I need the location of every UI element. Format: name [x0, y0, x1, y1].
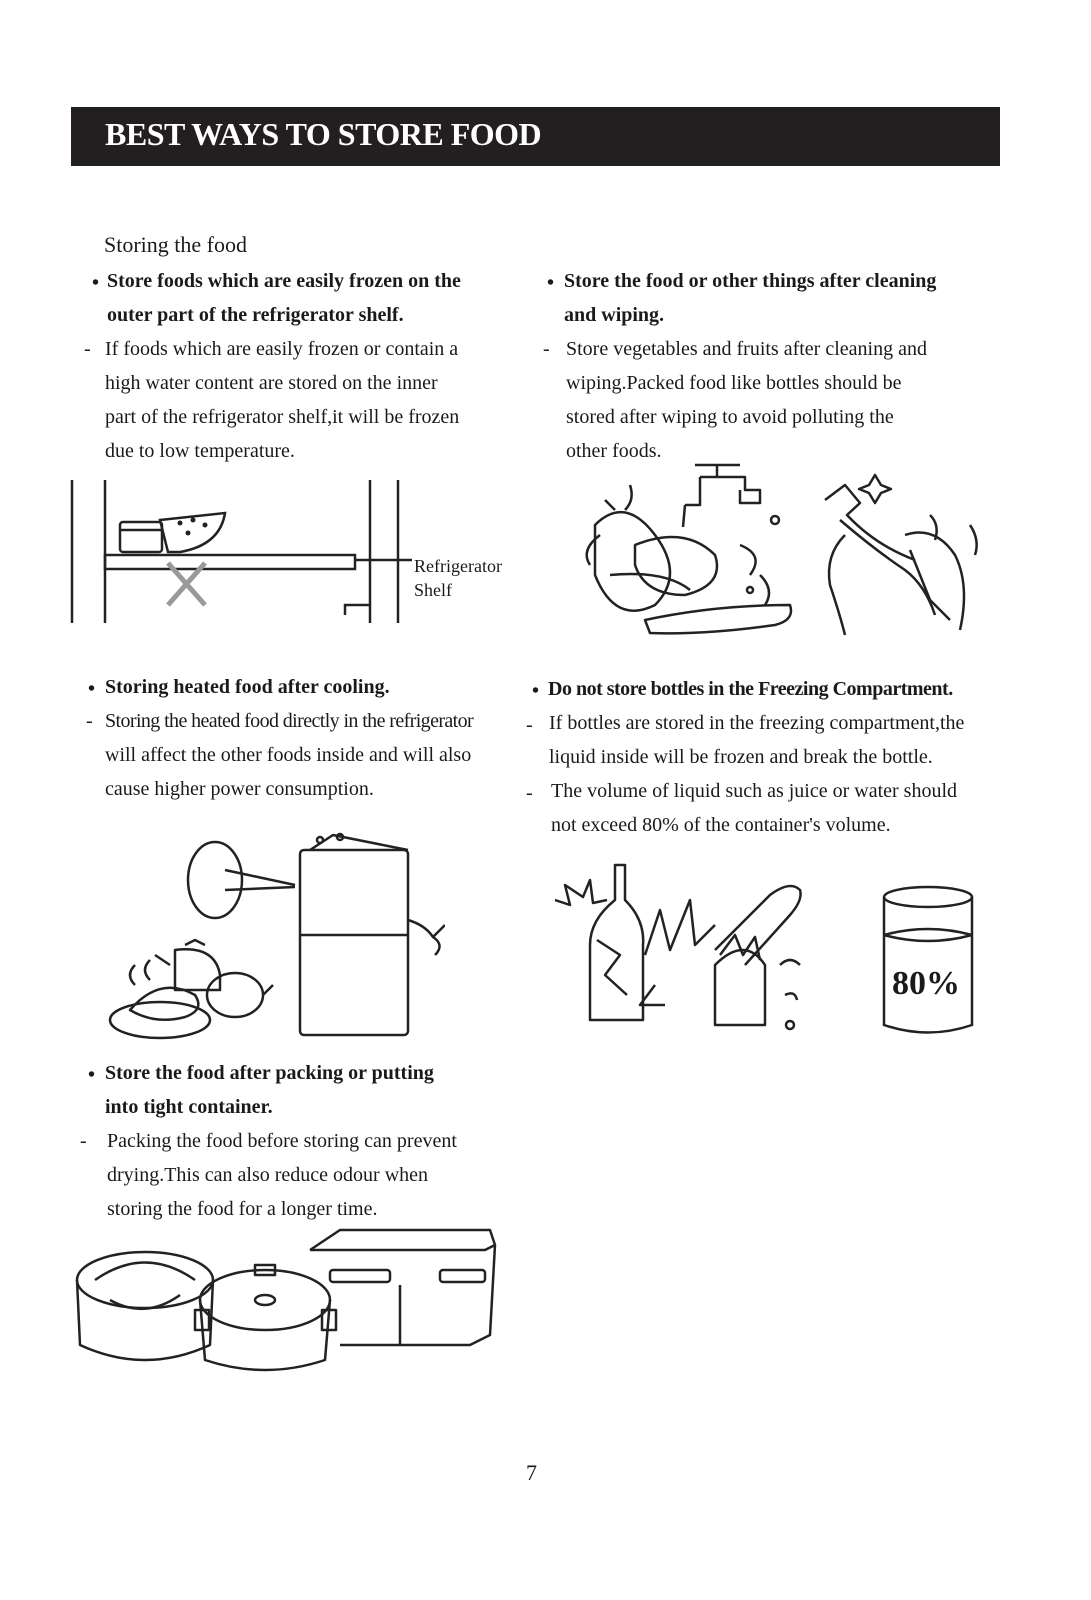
shelf-illustration: [60, 475, 530, 630]
bullet-glyph: •: [92, 272, 100, 294]
broken-bottles-illustration: [545, 855, 815, 1035]
volume-percent-label: 80%: [892, 965, 960, 1002]
bullet-glyph: •: [88, 678, 96, 700]
bullet-glyph: •: [88, 1064, 96, 1086]
item-body-clean-wipe: Store vegetables and fruits after cleaning and wiping.Packed food like bottles should be stored after wiping to avoid polluting the other foods.: [566, 338, 927, 462]
measuring-container-illustration: [878, 885, 978, 1040]
item-heading-clean-wipe: Store the food or other things after cleaning and wiping.: [564, 270, 937, 326]
page-header-banner: [71, 107, 1000, 166]
page-title: BEST WAYS TO STORE FOOD: [105, 116, 542, 152]
shelf-label: Refrigerator Shelf: [414, 556, 502, 600]
bullet-glyph: •: [532, 680, 540, 702]
dash-glyph: -: [80, 1130, 87, 1152]
dash-glyph: -: [84, 338, 91, 360]
item-heading-bottles-freezer: Do not store bottles in the Freezing Compartment.: [548, 678, 953, 700]
dash-glyph: -: [526, 714, 533, 736]
section-title: Storing the food: [104, 232, 247, 257]
dash-glyph: -: [543, 338, 550, 360]
food-containers-illustration: [70, 1225, 500, 1380]
item-body-volume-limit: The volume of liquid such as juice or water should not exceed 80% of the container's volume.: [551, 780, 958, 836]
item-body-easily-frozen: If foods which are easily frozen or contain a high water content are stored on the inner part of the refrigerator shelf,it will be frozen due to low temperature.: [105, 338, 460, 462]
item-heading-packing: Store the food after packing or putting into tight container.: [105, 1062, 434, 1118]
dash-glyph: -: [86, 710, 93, 732]
item-body-heated-food: Storing the heated food directly in the refrigerator will affect the other foods inside and will also cause higher power consumption.: [105, 710, 474, 800]
page-number: 7: [526, 1460, 537, 1485]
item-heading-heated-food: Storing heated food after cooling.: [105, 676, 390, 698]
washing-wiping-illustration: [575, 455, 995, 645]
item-body-bottles-freezer: If bottles are stored in the freezing compartment,the liquid inside will be frozen and break the bottle.: [549, 712, 965, 768]
dash-glyph: -: [526, 782, 533, 804]
bullet-glyph: •: [547, 272, 555, 294]
item-body-packing: Packing the food before storing can prevent drying.This can also reduce odour when storing the food for a longer time.: [107, 1130, 457, 1220]
item-heading-easily-frozen: Store foods which are easily frozen on the outer part of the refrigerator shelf.: [107, 270, 461, 326]
heated-food-fridge-illustration: [105, 825, 445, 1045]
